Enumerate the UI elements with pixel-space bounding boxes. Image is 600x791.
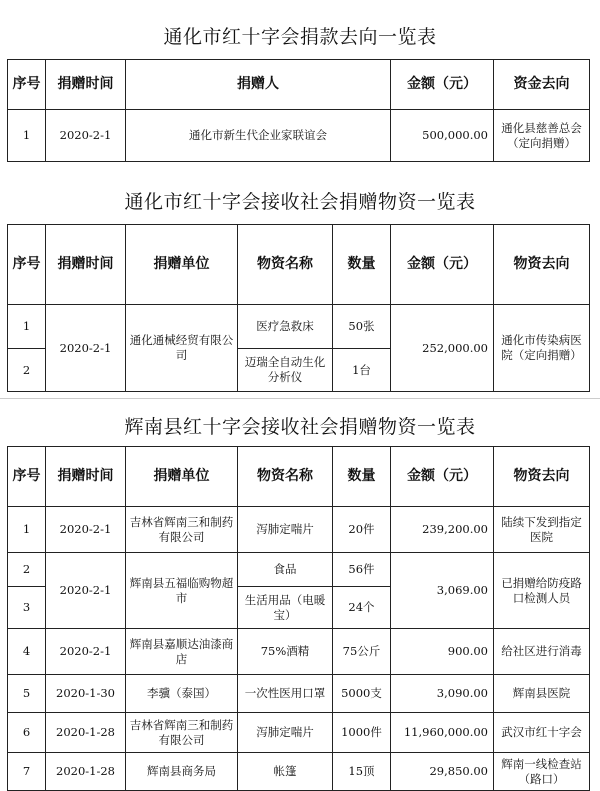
- cell-amount: 500,000.00: [391, 110, 494, 162]
- header-amount: 金额（元）: [391, 225, 494, 305]
- cell-dest: 辉南一线检查站（路口）: [494, 753, 590, 791]
- header-date: 捐赠时间: [46, 447, 126, 507]
- table3-title: 辉南县红十字会接收社会捐赠物资一览表: [124, 416, 476, 438]
- header-donor: 捐赠人: [126, 60, 391, 110]
- cell-no: 6: [8, 713, 46, 753]
- cell-date: 2020-1-30: [46, 675, 126, 713]
- cell-unit: 吉林省辉南三和制药有限公司: [126, 507, 238, 553]
- cell-qty: 5000支: [333, 675, 391, 713]
- cell-qty: 24个: [333, 587, 391, 629]
- cell-no: 3: [8, 587, 46, 629]
- header-no: 序号: [8, 225, 46, 305]
- table1-title: 通化市红十字会捐款去向一览表: [163, 26, 437, 48]
- cell-item: 泻肺定喘片: [238, 713, 333, 753]
- cell-dest: 武汉市红十字会: [494, 713, 590, 753]
- cell-qty: 75公斤: [333, 629, 391, 675]
- header-amount: 金额（元）: [391, 60, 494, 110]
- cell-qty: 15顶: [333, 753, 391, 791]
- cell-no: 1: [8, 110, 46, 162]
- cell-dest: 通化市传染病医院（定向捐赠）: [494, 305, 590, 392]
- cell-date: 2020-1-28: [46, 713, 126, 753]
- cell-date: 2020-2-1: [46, 553, 126, 629]
- header-item: 物资名称: [238, 447, 333, 507]
- cell-no: 7: [8, 753, 46, 791]
- cell-date: 2020-2-1: [46, 507, 126, 553]
- header-no: 序号: [8, 60, 46, 110]
- cell-item: 生活用品（电暖宝）: [238, 587, 333, 629]
- table-row: [8, 305, 590, 349]
- header-date: 捐赠时间: [46, 60, 126, 110]
- table-row: [8, 507, 590, 553]
- cell-amount: 11,960,000.00: [391, 713, 494, 753]
- materials-table-tonghua: [7, 224, 590, 392]
- cell-no: 5: [8, 675, 46, 713]
- cell-no: 2: [8, 553, 46, 587]
- cell-dest: 辉南县医院: [494, 675, 590, 713]
- cell-item: 迈瑞全自动生化分析仪: [238, 349, 333, 392]
- header-no: 序号: [8, 447, 46, 507]
- cell-dest: 陆续下发到指定医院: [494, 507, 590, 553]
- cell-item: 食品: [238, 553, 333, 587]
- cell-date: 2020-2-1: [46, 110, 126, 162]
- cell-no: 4: [8, 629, 46, 675]
- header-item: 物资名称: [238, 225, 333, 305]
- section-divider: [0, 398, 600, 399]
- cell-unit: 辉南县五福临购物超市: [126, 553, 238, 629]
- table2-title: 通化市红十字会接收社会捐赠物资一览表: [124, 191, 476, 213]
- cell-qty: 56件: [333, 553, 391, 587]
- header-amount: 金额（元）: [391, 447, 494, 507]
- donation-table: [7, 59, 590, 162]
- materials-table-huinan: [7, 446, 590, 791]
- header-qty: 数量: [333, 225, 391, 305]
- cell-date: 2020-2-1: [46, 629, 126, 675]
- cell-no: 1: [8, 305, 46, 349]
- cell-dest: 通化县慈善总会（定向捐赠）: [494, 110, 590, 162]
- cell-item: 医疗急救床: [238, 305, 333, 349]
- cell-amount: 29,850.00: [391, 753, 494, 791]
- cell-qty: 20件: [333, 507, 391, 553]
- cell-amount: 3,069.00: [391, 553, 494, 629]
- cell-date: 2020-2-1: [46, 305, 126, 392]
- table-row: [8, 110, 590, 162]
- cell-amount: 3,090.00: [391, 675, 494, 713]
- header-dest: 物资去向: [494, 225, 590, 305]
- cell-dest: 已捐赠给防疫路口检测人员: [494, 553, 590, 629]
- cell-item: 帐篷: [238, 753, 333, 791]
- cell-amount: 239,200.00: [391, 507, 494, 553]
- cell-unit: 吉林省辉南三和制药有限公司: [126, 713, 238, 753]
- header-date: 捐赠时间: [46, 225, 126, 305]
- cell-amount: 900.00: [391, 629, 494, 675]
- header-dest: 物资去向: [494, 447, 590, 507]
- table-row: [8, 753, 590, 791]
- cell-no: 2: [8, 349, 46, 392]
- header-unit: 捐赠单位: [126, 225, 238, 305]
- cell-qty: 50张: [333, 305, 391, 349]
- table-row: [8, 629, 590, 675]
- header-unit: 捐赠单位: [126, 447, 238, 507]
- cell-no: 1: [8, 507, 46, 553]
- table-row: [8, 675, 590, 713]
- cell-amount: 252,000.00: [391, 305, 494, 392]
- cell-date: 2020-1-28: [46, 753, 126, 791]
- header-dest: 资金去向: [494, 60, 590, 110]
- table-row: [8, 553, 590, 587]
- cell-item: 一次性医用口罩: [238, 675, 333, 713]
- cell-dest: 给社区进行消毒: [494, 629, 590, 675]
- cell-unit: 辉南县商务局: [126, 753, 238, 791]
- cell-unit: 通化通械经贸有限公司: [126, 305, 238, 392]
- cell-donor: 通化市新生代企业家联谊会: [126, 110, 391, 162]
- cell-item: 75%酒精: [238, 629, 333, 675]
- header-qty: 数量: [333, 447, 391, 507]
- table-row: [8, 713, 590, 753]
- cell-qty: 1000件: [333, 713, 391, 753]
- cell-item: 泻肺定喘片: [238, 507, 333, 553]
- cell-unit: 李骥（泰国）: [126, 675, 238, 713]
- cell-qty: 1台: [333, 349, 391, 392]
- cell-unit: 辉南县嘉顺达油漆商店: [126, 629, 238, 675]
